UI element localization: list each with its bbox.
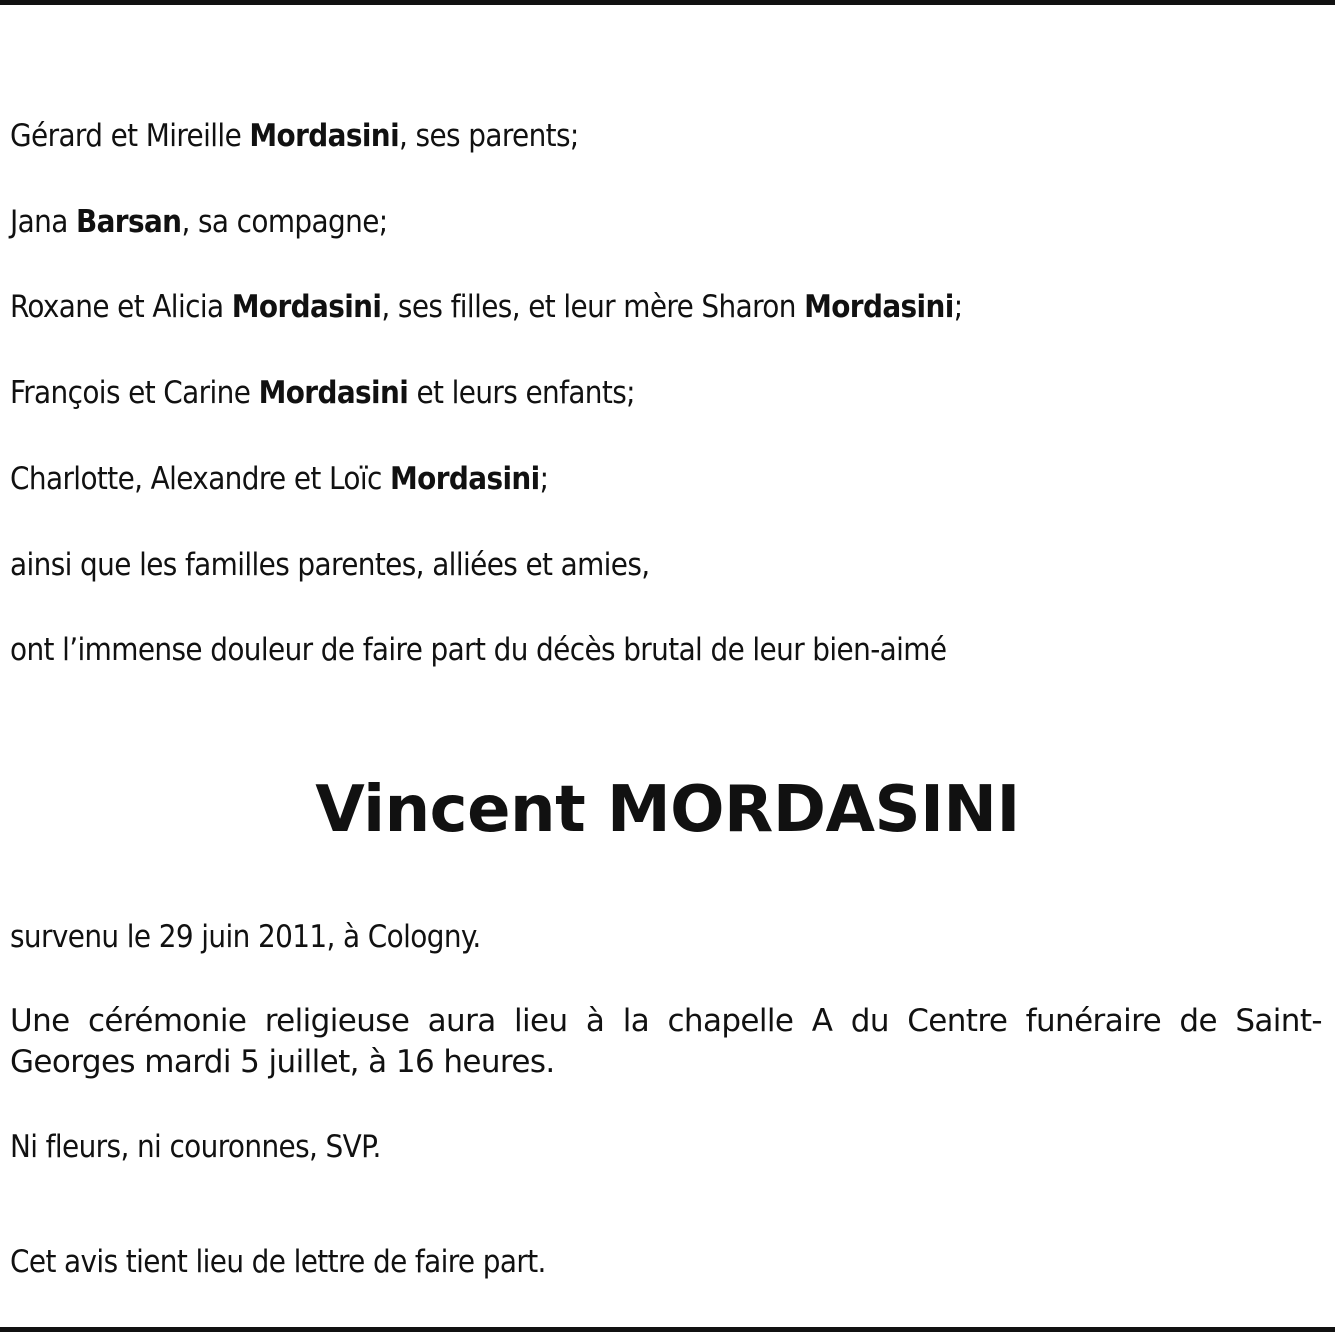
announcement-line: ont l’immense douleur de faire part du décès brutal de leur bien-aimé: [10, 632, 947, 668]
flowers-line: Ni fleurs, ni couronnes, SVP.: [10, 1129, 381, 1165]
family-line-text: ;: [539, 461, 549, 497]
relatives-line: ainsi que les familles parentes, alliées et amies,: [10, 547, 650, 583]
family-line-text: Roxane et Alicia: [10, 289, 232, 325]
ceremony-paragraph: Une cérémonie religieuse aura lieu à la chapelle A du Centre funéraire de Saint-Georges mardi 5 juillet, à 16 heures.: [10, 1003, 1322, 1080]
family-line-companion: [10, 202, 388, 242]
closing-line: Cet avis tient lieu de lettre de faire part.: [10, 1244, 546, 1280]
bottom-rule: [0, 1327, 1335, 1332]
family-line-text: ;: [953, 289, 963, 325]
family-surname: Mordasini: [231, 289, 382, 325]
family-line-text: , ses filles, et leur mère Sharon: [381, 289, 805, 325]
family-line-text: , ses parents;: [399, 118, 579, 154]
family-surname: Barsan: [75, 204, 182, 240]
family-surname: Mordasini: [249, 118, 400, 154]
family-surname: Mordasini: [804, 289, 954, 325]
family-line-text: Jana: [10, 204, 76, 240]
family-line-parents: [10, 116, 579, 156]
family-line-daughters: [10, 287, 963, 327]
family-line-text: et leurs enfants;: [408, 375, 635, 411]
family-line-nephews: [10, 459, 548, 499]
family-line-text: Charlotte, Alexandre et Loïc: [10, 461, 390, 497]
deceased-name: Vincent MORDASINI: [315, 773, 1020, 847]
top-rule: [0, 0, 1335, 5]
family-surname: Mordasini: [258, 375, 409, 411]
family-surname: Mordasini: [390, 461, 540, 497]
family-line-text: Gérard et Mireille: [10, 118, 250, 154]
family-line-text: François et Carine: [10, 375, 259, 411]
death-line: survenu le 29 juin 2011, à Cologny.: [10, 919, 481, 955]
family-line-text: , sa compagne;: [181, 204, 388, 240]
family-line-siblings: [10, 373, 635, 413]
